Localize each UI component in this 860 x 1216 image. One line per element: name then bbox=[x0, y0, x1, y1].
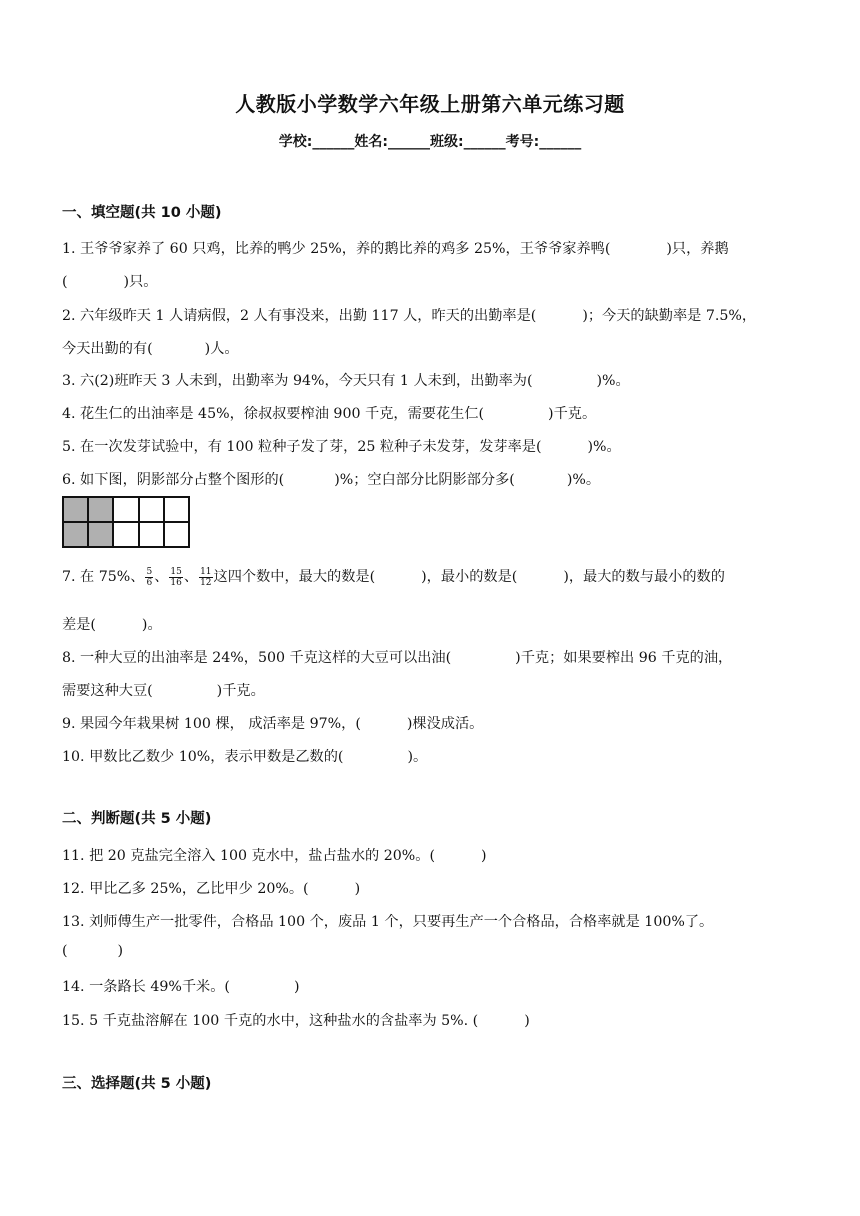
question-10 bbox=[62, 746, 427, 766]
question-text: 7. 在 75%、 bbox=[62, 569, 145, 585]
question-text: 15. 5 千克盐溶解在 100 千克的水中，这种盐水的含盐率为 5%. ( bbox=[62, 1013, 479, 1029]
question-text: 9. 果园今年栽果树 100 棵， 成活率是 97%，( bbox=[62, 716, 361, 732]
page-title: 人教版小学数学六年级上册第六单元练习题 bbox=[235, 92, 625, 116]
grid-cell-shaded bbox=[63, 497, 88, 522]
question-text: ( bbox=[62, 274, 68, 290]
question-text: )只，养鹅 bbox=[666, 241, 729, 257]
question-text: ) bbox=[117, 943, 124, 959]
fraction-denominator: 16 bbox=[170, 577, 182, 588]
question-text: 2. 六年级昨天 1 人请病假，2 人有事没来，出勤 117 人，昨天的出勤率是( bbox=[62, 308, 537, 324]
grid-cell-blank bbox=[139, 497, 164, 522]
question-text: )只。 bbox=[123, 274, 158, 290]
grid-cell-shaded bbox=[88, 497, 113, 522]
question-text: )千克；如果要榨出 96 千克的油， bbox=[515, 650, 733, 666]
question-8-line-2 bbox=[62, 680, 265, 700]
separator: 、 bbox=[183, 569, 199, 585]
fraction-numerator: 11 bbox=[200, 566, 212, 577]
question-7-line-2 bbox=[62, 614, 162, 634]
grid-cell-blank bbox=[113, 522, 138, 547]
question-text: )，最大的数与最小的数的 bbox=[563, 569, 725, 585]
question-text: 10. 甲数比乙数少 10%，表示甲数是乙数的( bbox=[62, 749, 344, 765]
question-6 bbox=[62, 469, 600, 489]
grid-cell-blank bbox=[164, 497, 189, 522]
question-1-line-1 bbox=[62, 238, 729, 258]
question-2-line-2 bbox=[62, 338, 239, 358]
grid-cell-shaded bbox=[88, 522, 113, 547]
question-text: 今天出勤的有( bbox=[62, 341, 153, 357]
question-text: )，最小的数是( bbox=[421, 569, 518, 585]
question-text: 1. 王爷爷家养了 60 只鸡，比养的鸭少 25%，养的鹅比养的鸡多 25%，王爷爷家养鸭( bbox=[62, 241, 611, 257]
fraction-numerator: 15 bbox=[170, 566, 182, 577]
question-text: 13. 刘师傅生产一批零件，合格品 100 个，废品 1 个，只要再生产一个合格品，合格率就是 100%了。 bbox=[62, 914, 714, 930]
question-7-line-1 bbox=[62, 566, 725, 588]
question-11 bbox=[62, 845, 487, 865]
grid-cell-blank bbox=[113, 497, 138, 522]
question-text: 12. 甲比乙多 25%，乙比甲少 20%。( bbox=[62, 881, 309, 897]
question-9 bbox=[62, 713, 483, 733]
student-info-line: 学校:______姓名:______班级:______考号:______ bbox=[278, 134, 582, 150]
question-13-line-2 bbox=[62, 943, 123, 959]
question-text: ) bbox=[481, 848, 487, 864]
question-text: 这四个数中，最大的数是( bbox=[213, 569, 376, 585]
question-text: )%；空白部分比阴影部分多( bbox=[334, 472, 515, 488]
question-text: 6. 如下图，阴影部分占整个图形的( bbox=[62, 472, 285, 488]
question-text: ) bbox=[293, 979, 300, 995]
question-text: ( bbox=[62, 943, 68, 959]
fraction-5-6 bbox=[145, 567, 153, 588]
fraction-denominator: 12 bbox=[200, 577, 212, 588]
question-text: 4. 花生仁的出油率是 45%，徐叔叔要榨油 900 千克，需要花生仁( bbox=[62, 406, 485, 422]
question-text: 差是( bbox=[62, 617, 96, 633]
question-text: 14. 一条路长 49%千米。( bbox=[62, 979, 230, 995]
question-text: 11. 把 20 克盐完全溶入 100 克水中，盐占盐水的 20%。( bbox=[62, 848, 436, 864]
fraction-11-12 bbox=[199, 567, 212, 588]
question-2-line-1 bbox=[62, 305, 756, 325]
grid-cell-shaded bbox=[63, 522, 88, 547]
section-multiple-choice: 三、选择题(共 5 小题) bbox=[62, 1076, 212, 1092]
question-3 bbox=[62, 370, 630, 390]
shaded-grid-figure bbox=[62, 496, 190, 548]
question-text: )%。 bbox=[566, 472, 601, 488]
question-text: 8. 一种大豆的出油率是 24%，500 千克这样的大豆可以出油( bbox=[62, 650, 452, 666]
question-text: )千克。 bbox=[548, 406, 597, 422]
question-text: ) bbox=[524, 1013, 530, 1029]
question-text: 3. 六(2)班昨天 3 人未到，出勤率为 94%，今天只有 1 人未到，出勤率为( bbox=[62, 373, 533, 389]
fraction-15-16 bbox=[169, 567, 182, 588]
question-text: ) bbox=[354, 881, 361, 897]
question-14 bbox=[62, 976, 300, 996]
fraction-numerator: 5 bbox=[146, 566, 153, 577]
question-text: )%。 bbox=[587, 439, 621, 455]
fraction-denominator: 6 bbox=[146, 577, 153, 588]
question-1-line-2 bbox=[62, 271, 157, 291]
section-true-false: 二、判断题(共 5 小题) bbox=[62, 811, 212, 827]
question-text: )%。 bbox=[596, 373, 630, 389]
question-text: 5. 在一次发芽试验中，有 100 粒种子发了芽，25 粒种子未发芽，发芽率是( bbox=[62, 439, 542, 455]
question-13-line-1 bbox=[62, 911, 713, 931]
question-12 bbox=[62, 878, 360, 898]
question-text: )千克。 bbox=[216, 683, 265, 699]
question-15 bbox=[62, 1010, 530, 1030]
question-text: 需要这种大豆( bbox=[62, 683, 153, 699]
question-8-line-1 bbox=[62, 647, 732, 667]
question-5 bbox=[62, 436, 621, 456]
question-text: )。 bbox=[407, 749, 428, 765]
separator: 、 bbox=[154, 569, 169, 585]
question-text: )棵没成活。 bbox=[406, 716, 484, 732]
question-text: )。 bbox=[141, 617, 162, 633]
section-fill-in: 一、填空题(共 10 小题) bbox=[62, 205, 222, 221]
grid-cell-blank bbox=[139, 522, 164, 547]
question-4 bbox=[62, 403, 596, 423]
grid-cell-blank bbox=[164, 522, 189, 547]
question-text: )；今天的缺勤率是 7.5%， bbox=[582, 308, 757, 324]
question-text: )人。 bbox=[204, 341, 239, 357]
